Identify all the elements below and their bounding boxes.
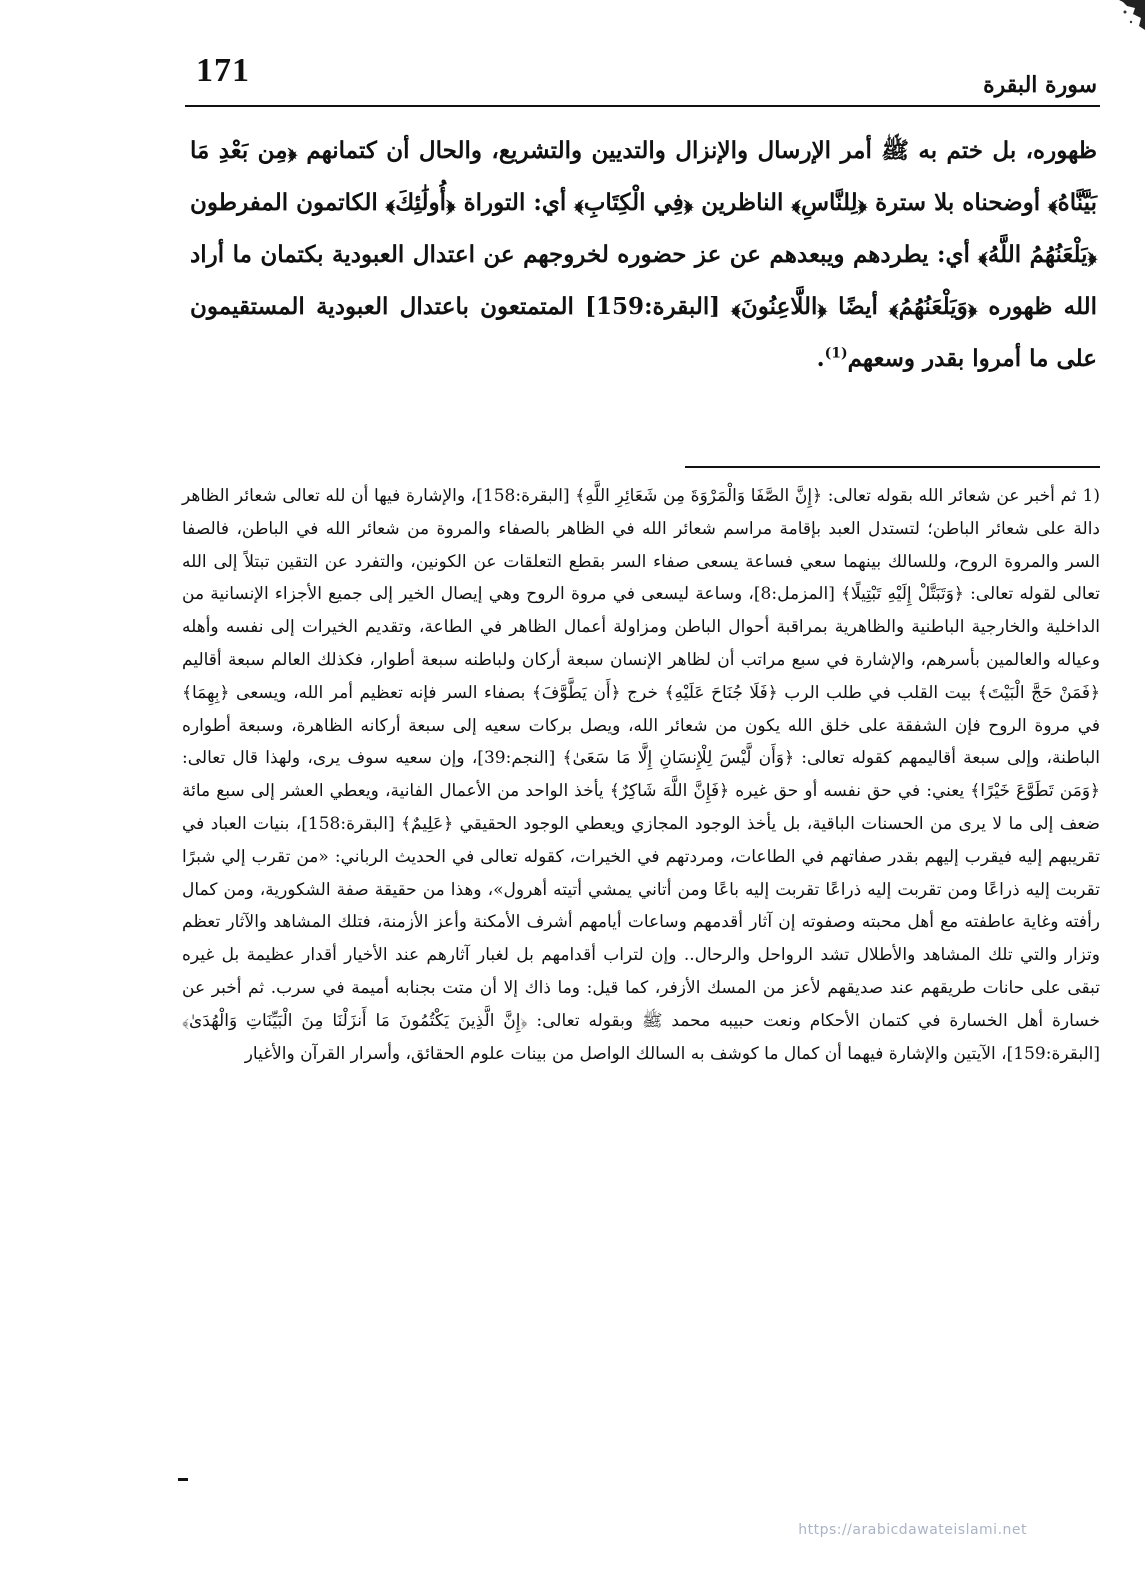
scan-corner-mark <box>1105 0 1145 34</box>
page-number: 171 <box>196 52 250 89</box>
end-punctuation: . <box>816 345 825 372</box>
surah-title: سورة البقرة <box>983 72 1097 98</box>
footnote <box>182 480 1100 1070</box>
scan-dash-mark <box>178 1478 188 1481</box>
footnote-reference[interactable]: (1) <box>824 345 848 362</box>
main-commentary <box>190 125 1097 385</box>
footnote-divider <box>685 466 1100 468</box>
header-divider <box>185 105 1100 107</box>
watermark: https://arabicdawateislami.net <box>798 1522 1027 1538</box>
footnote-text: ثم أخبر عن شعائر الله بقوله تعالى: ﴿إِنَّ الصَّفَا وَالْمَرْوَةَ مِن شَعَائِرِ اللَّهِ﴾ [البقرة:158]، والإشارة فيها أن لله تعالى شعائر الظاهر دالة على شعائر الباطن؛ لتستدل العبد بإقامة مراسم شعائر الله في الظاهر بالصفاء والمروة من شعائر الله في الباطن، فالصفا السر والمروة الروح، وللسالك بينهما سعي فساعة يسعى صفاء السر بقطع التعلقات عن الكونين، والتفرد عن التقين تبتلاً إلى الله تعالى لقوله تعالى: ﴿وَتَبَتَّلْ إِلَيْهِ تَبْتِيلًا﴾ [المزمل:8]، وساعة ليسعى في مروة الروح وهي إيصال الخير إلى جميع الأجزاء الإنسانية من الداخلية والخارجية الباطنية والظاهرية بمراقبة أحوال الباطن ومزاولة أعمال الظاهر في الطاعة، وتقديم الخيرات إلى نفسه وأهله وعياله والعالمين بأسرهم، والإشارة في سبع مراتب أن لظاهر الإنسان سبعة أركان ولباطنه سبعة أطوار، فكذلك العالم سبعة أقاليم ﴿فَمَنْ حَجَّ الْبَيْتَ﴾ بيت القلب في طلب الرب ﴿فَلَا جُنَاحَ عَلَيْهِ﴾ خرج ﴿أَن يَطَّوَّفَ﴾ بصفاء السر فإنه تعظيم أمر الله، ويسعى ﴿بِهِمَا﴾ في مروة الروح فإن الشفقة على خلق الله يكون من شعائر الله، ويصل بركات سعيه إلى سبعة أركانه الظاهرة، وسبعة أطواره الباطنة، وإلى سبعة أقاليمهم كقوله تعالى: ﴿وَأَن لَّيْسَ لِلْإِنسَانِ إِلَّا مَا سَعَىٰ﴾ [النجم:39]، وإن سعيه سوف يرى، ولهذا قال تعالى: ﴿وَمَن تَطَوَّعَ خَيْرًا﴾ يعني: في حق نفسه أو حق غيره ﴿فَإِنَّ اللَّهَ شَاكِرٌ﴾ يأخذ الواحد من الأعمال الفانية، ويعطي العشر إلى سبع مائة ضعف إلى ما لا يرى من الحسنات الباقية، بل يأخذ الوجود المجازي ويعطي الوجود الحقيقي ﴿عَلِيمٌ﴾ [البقرة:158]، بنيات العباد في تقريبهم إليه فيقرب إليهم بقدر صفاتهم في الطاعات، ومردتهم في الخيرات، كقوله تعالى في الحديث الرباني: «من تقرب إلي شبرًا تقربت إليه ذراعًا ومن تقربت إليه ذراعًا تقربت إليه باعًا ومن أتاني يمشي أتيته أهرول»، وهذا من حقيقة صفة الشكورية، ومن كمال رأفته وغاية عاطفته مع أهل محبته وصفوته إن آثار أقدمهم وساعات أيامهم أشرف الأمكنة وأعز الأزمنة، فتلك المشاهد والآثار تعظم وتزار والتي تلك المشاهد والأطلال تشد الرواحل والرحال.. وإن لتراب أقدامهم بل لغبار آثارهم عند الأخيار أقدار عظيمة بل غيره تبقى على حانات طريقهم عند صديقهم لأعز من المسك الأزفر، كما قيل: وما ذاك إلا أن متت بجنابه أميمة في سرب. ثم أخبر عن خسارة أهل الخسارة في كتمان الأحكام ونعت حبيبه محمد ﷺ وبقوله تعالى: ﴿إِنَّ الَّذِينَ يَكْتُمُونَ مَا أَنزَلْنَا مِنَ الْبَيِّنَاتِ وَالْهُدَىٰ﴾ [البقرة:159]، الآيتين والإشارة فيهما أن كمال ما كوشف به السالك الواصل من بينات علوم الحقائق، وأسرار القرآن والأغيار <box>182 486 1100 1064</box>
main-commentary-text: ظهوره، بل ختم به ﷺ أمر الإرسال والإنزال والتديين والتشريع، والحال أن كتمانهم ﴿مِن بَعْدِ مَا بَيَّنَّاهُ﴾ أوضحناه بلا سترة ﴿لِلنَّاسِ﴾ الناظرين ﴿فِي الْكِتَابِ﴾ أي: التوراة ﴿أُولَٰئِكَ﴾ الكاتمون المفرطون ﴿يَلْعَنُهُمُ اللَّهُ﴾ أي: يطردهم ويبعدهم عن عز حضوره لخروجهم عن اعتدال العبودية بكتمان ما أراد الله ظهوره ﴿وَيَلْعَنُهُمُ﴾ أيضًا ﴿اللَّاعِنُونَ﴾ [البقرة:159] المتمتعون باعتدال العبودية المستقيمون على ما أمروا بقدر وسعهم <box>190 137 1097 372</box>
footnote-marker: (1 <box>1082 486 1100 506</box>
